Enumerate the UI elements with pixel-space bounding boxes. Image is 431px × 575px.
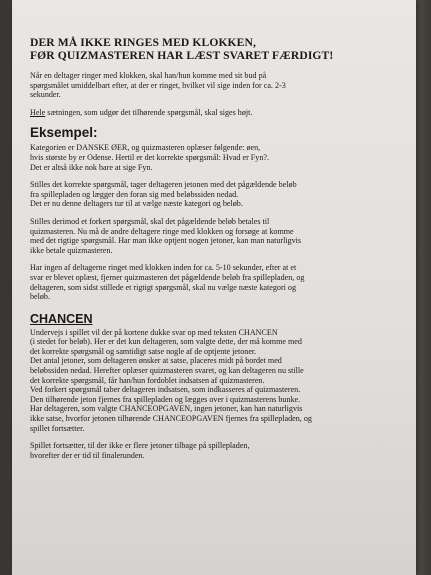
- example-heading: Eksempel:: [30, 125, 98, 141]
- heading-line-2: FØR QUIZMASTEREN HAR LÆST SVARET FÆRDIGT!: [30, 49, 334, 62]
- rules-content: [30, 36, 402, 468]
- text-line: Spillet fortsætter, til der ikke er flere jetoner tilbage på spillepladen,: [30, 441, 250, 451]
- continue-paragraph: [30, 441, 402, 460]
- text-line: beløb.: [30, 292, 51, 302]
- rule-text: sætningen, som udgør det tilhørende spørgsmål, skal siges højt.: [45, 107, 253, 117]
- text-line: ikke satse, hvorfor jetonen tilhørende CHANCEOPGAVEN fjernes fra spillepladen, og: [30, 414, 312, 424]
- rules-page: [12, 0, 416, 575]
- example-paragraph: [30, 143, 402, 172]
- text-line: Ved forkert spørgsmål taber deltageren indsatsen, som indkasseres af quizmasteren.: [30, 385, 301, 395]
- text-line: Den tilhørende jeton fjernes fra spillepladen og lægges over i quizmasterens bunke.: [30, 394, 301, 404]
- text-line: Det er nu denne deltagers tur til at vælge næste kategori og beløb.: [30, 199, 243, 209]
- text-line: (i stedet for beløb). Her er det kun deltageren, som valgte dette, der må komme med: [30, 337, 302, 347]
- text-line: det korrekte spørgsmål, får han/hun fordoblet indsatsen af quizmasteren.: [30, 375, 265, 385]
- rule-emphasis: Hele: [30, 107, 46, 117]
- text-line: hvorefter der er tid til finalerunden.: [30, 450, 145, 460]
- text-line: det korrekte spørgsmål og samtidigt satse nogle af de optjente jetoner.: [30, 346, 257, 356]
- rule-paragraph: [30, 108, 402, 118]
- text-line: svar er blevet oplæst, fjerner quizmasteren det pågældende beløb fra spillepladen, og: [30, 272, 305, 282]
- text-line: hvis største by er Odense. Hertil er det korrekte spørgsmål: Hvad er Fyn?.: [30, 152, 270, 162]
- chance-paragraph: [30, 328, 402, 434]
- heading-line-1: DER MÅ IKKE RINGES MED KLOKKEN,: [30, 36, 256, 49]
- text-line: Undervejs i spillet vil der på kortene dukke svar op med teksten CHANCEN: [30, 327, 278, 337]
- chance-heading: CHANCEN: [30, 311, 93, 326]
- text-line: spørgsmålet umiddelbart efter, at der er ringet, hvilket vil sige inden for ca. 2-3: [30, 80, 286, 90]
- text-line: Har deltageren, som valgte CHANCEOPGAVEN, ingen jetoner, kan han naturligvis: [30, 404, 303, 414]
- text-line: med det rigtige spørgsmål. Har man ikke optjent nogen jetoner, kan man naturligvis: [30, 236, 302, 246]
- text-line: beløbssiden nedad. Herefter oplæser quizmasteren svaret, og kan deltageren nu stille: [30, 366, 304, 376]
- text-line: spillet fortsætter.: [30, 423, 85, 433]
- text-line: Når en deltager ringer med klokken, skal han/hun komme med sit bud på: [30, 71, 267, 80]
- text-line: ikke betale quizmasteren.: [30, 245, 113, 255]
- no-ring-paragraph: [30, 263, 402, 301]
- correct-answer-paragraph: [30, 180, 402, 209]
- text-line: fra spillepladen og lægger den foran sig med beløbssiden nedad.: [30, 189, 239, 199]
- text-line: Stilles det korrekte spørgsmål, tager deltageren jetonen med det pågældende beløb: [30, 180, 297, 190]
- text-line: Kategorien er DANSKE ØER, og quizmasteren oplæser følgende: øen,: [30, 143, 261, 153]
- text-line: deltageren, som sidst stillede et rigtigt spørgsmål, skal nu vælge næste kategori og: [30, 282, 297, 292]
- text-line: quizmasteren. Nu må de andre deltagere ringe med klokken og forsøge at komme: [30, 226, 294, 236]
- text-line: Har ingen af deltagerne ringet med klokken inden for ca. 5-10 sekunder, efter at et: [30, 263, 297, 273]
- wrong-answer-paragraph: [30, 217, 402, 255]
- text-line: Det er altså ikke nok bare at sige Fyn.: [30, 162, 153, 172]
- page-heading: [30, 36, 402, 62]
- intro-paragraph: [30, 71, 402, 100]
- text-line: Det antal jetoner, som deltageren ønsker at satse, placeres midt på bordet med: [30, 356, 282, 366]
- text-line: Stilles derimod et forkert spørgsmål, skal det pågældende beløb betales til: [30, 216, 270, 226]
- text-line: sekunder.: [30, 90, 61, 100]
